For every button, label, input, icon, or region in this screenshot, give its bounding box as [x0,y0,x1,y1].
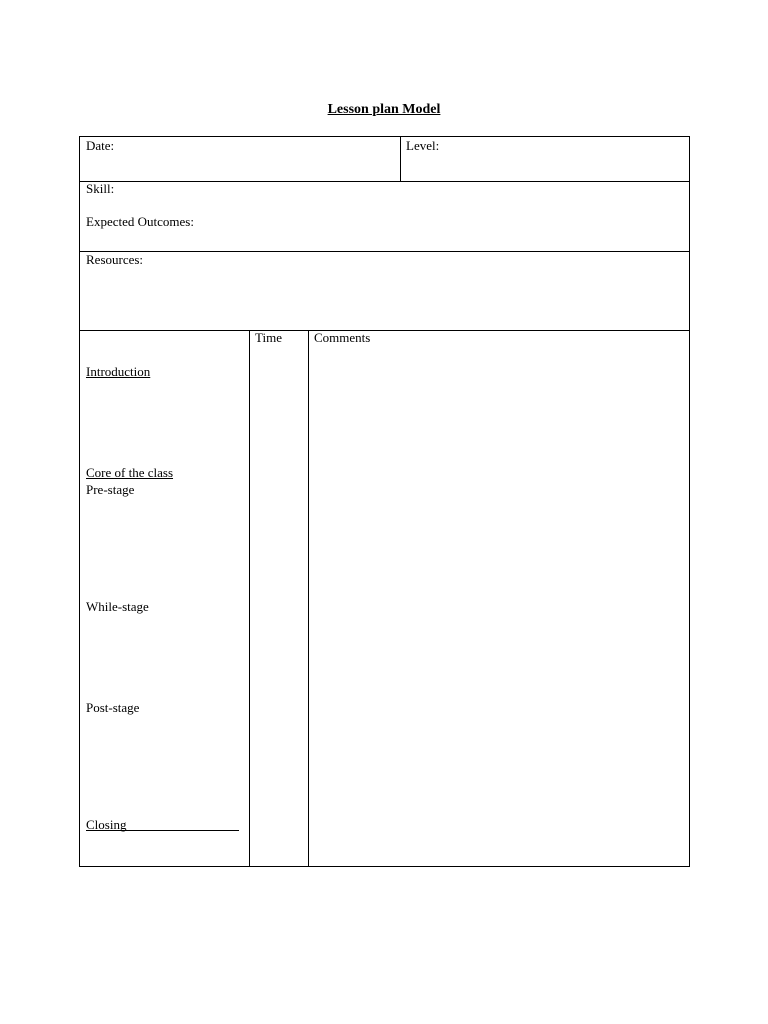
closing-underline [86,830,239,831]
time-column [249,330,309,867]
date-label: Date: [86,138,115,153]
resources-cell [79,251,690,331]
stage-introduction: Introduction [86,364,151,379]
page-title: Lesson plan Model [327,102,441,117]
stage-while-stage: While-stage [86,599,149,614]
comments-header: Comments [314,330,371,345]
stage-core-of-class: Core of the class [86,465,174,480]
level-cell [400,136,690,182]
expected-outcomes-label: Expected Outcomes: [86,214,194,229]
stage-pre-stage: Pre-stage [86,482,135,497]
resources-label: Resources: [86,252,144,267]
time-header: Time [255,330,282,345]
stage-post-stage: Post-stage [86,700,140,715]
comments-column [308,330,690,867]
stage-closing: Closing [86,817,127,832]
date-cell [79,136,401,182]
level-label: Level: [406,138,440,153]
skill-label: Skill: [86,181,115,196]
